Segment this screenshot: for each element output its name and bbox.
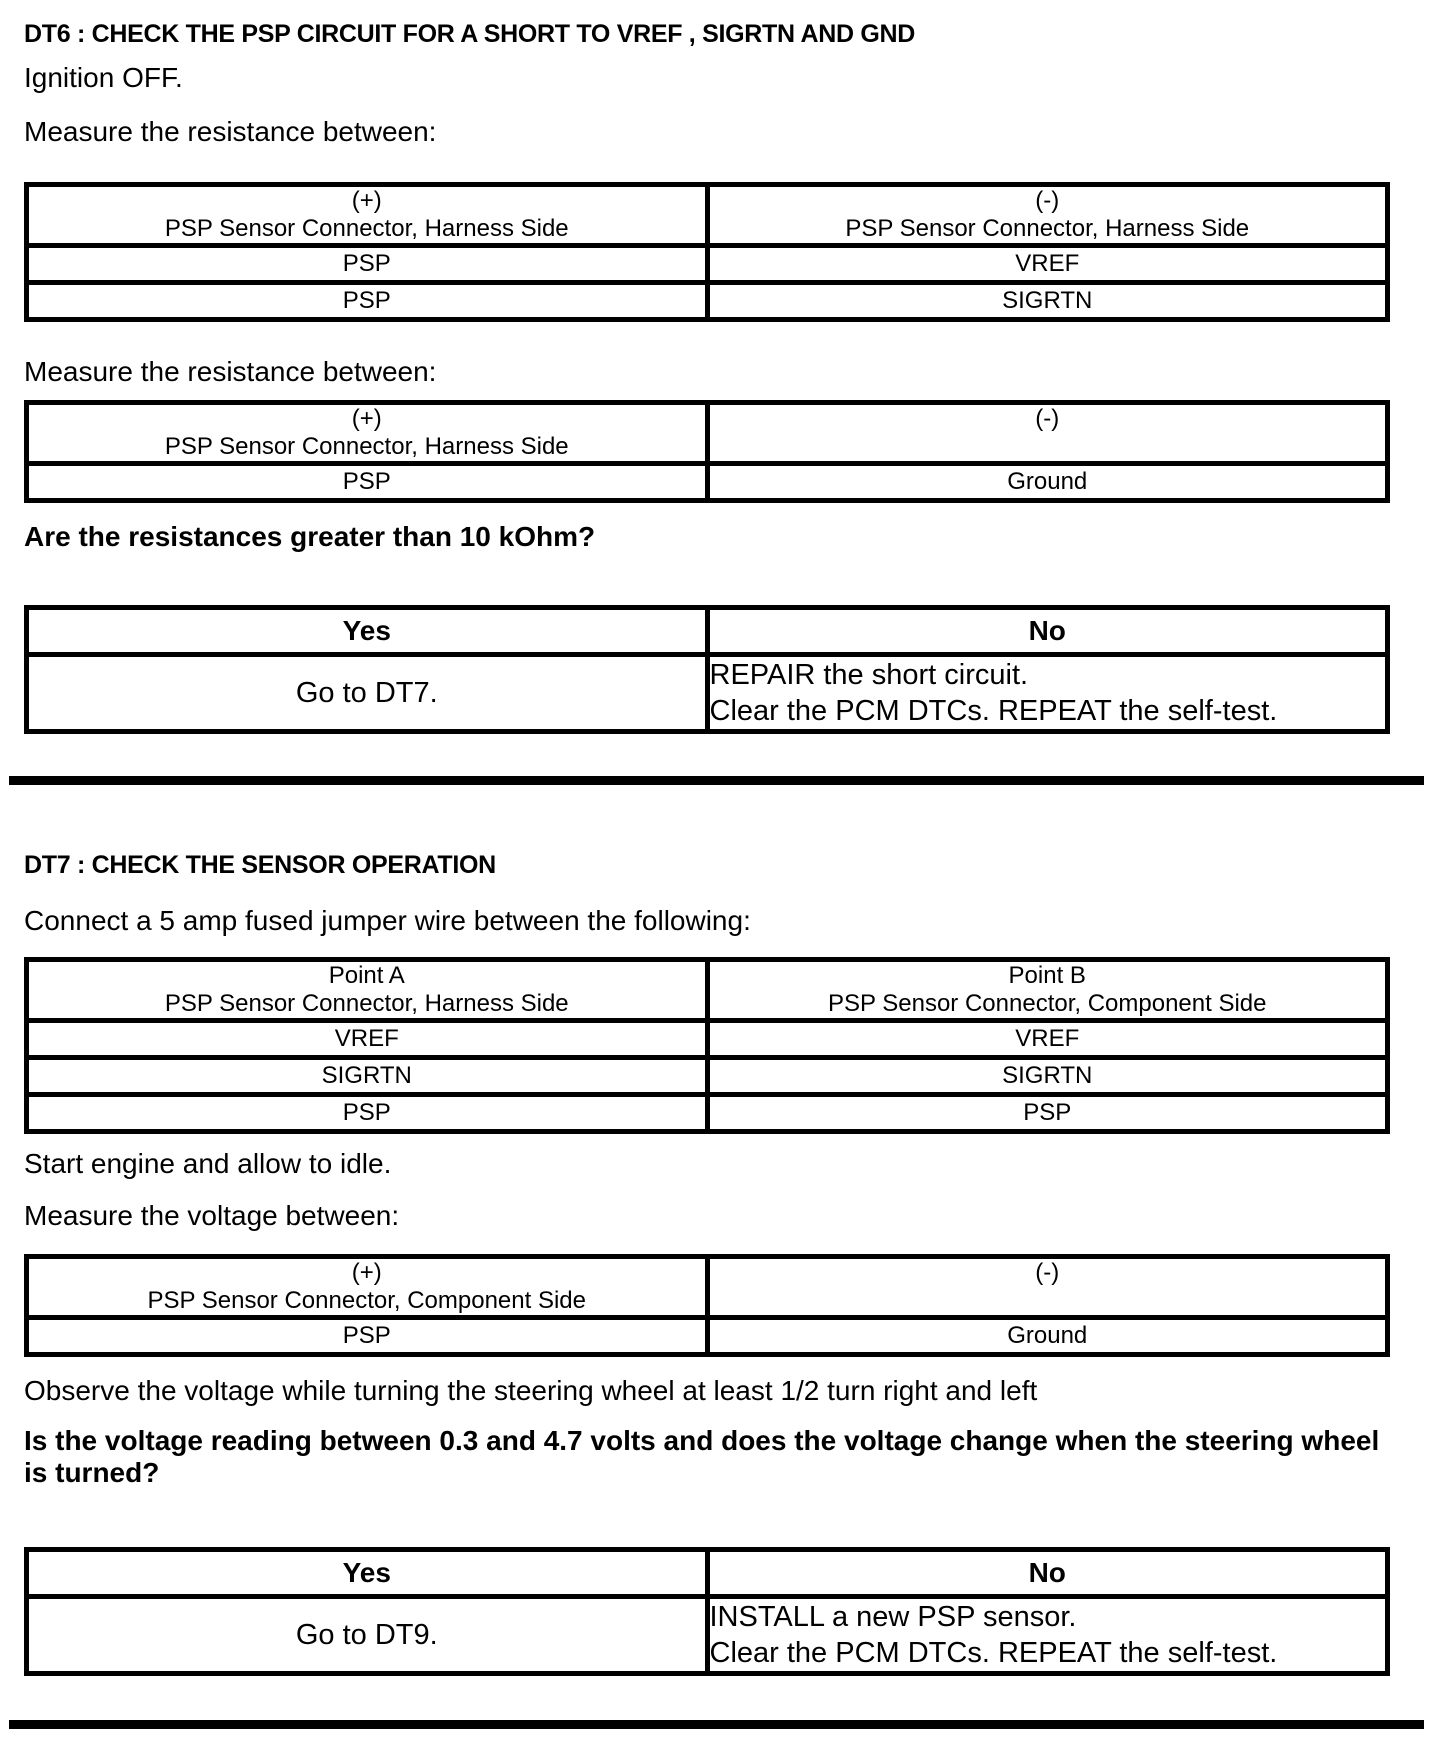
table-cell: SIGRTN <box>707 283 1388 320</box>
minus-sign-label: (-) <box>1035 1259 1060 1286</box>
dt7-observe-voltage-line: Observe the voltage while turning the steering wheel at least 1/2 turn right and left <box>24 1375 1038 1406</box>
table-cell: SIGRTN <box>27 1058 708 1095</box>
dt7-decision-table <box>24 1547 1390 1676</box>
plus-connector-label: PSP Sensor Connector, Harness Side <box>164 215 569 242</box>
no-column-header: No <box>707 608 1388 655</box>
table-cell: PSP <box>27 464 708 501</box>
dt7-question: Is the voltage reading between 0.3 and 4.7 volts and does the voltage change when the steering wheel is turned? <box>24 1425 1380 1488</box>
table-cell: PSP <box>27 1318 708 1355</box>
dt6-measure-resistance-line-1: Measure the resistance between: <box>24 116 437 147</box>
minus-column-header <box>707 185 1388 246</box>
section-divider <box>9 1720 1424 1729</box>
table-cell: PSP <box>27 246 708 283</box>
table-row <box>27 1021 1388 1058</box>
decision-action-row <box>27 1597 1388 1674</box>
no-action-line: INSTALL a new PSP sensor. <box>709 1601 1077 1633</box>
dt7-connect-jumper-line: Connect a 5 amp fused jumper wire between the following: <box>24 905 751 936</box>
table-row <box>27 464 1388 501</box>
dt6-resistance-table-2 <box>24 400 1390 503</box>
dt6-resistance-table-1 <box>24 182 1390 322</box>
minus-column-header <box>707 403 1388 464</box>
table-header-row <box>27 960 1388 1021</box>
yes-action-cell: Go to DT7. <box>27 655 708 732</box>
dt7-jumper-wire-table <box>24 957 1390 1134</box>
point-a-column-header <box>27 960 708 1021</box>
no-action-line: REPAIR the short circuit. <box>709 659 1029 691</box>
point-b-label: Point B <box>1008 962 1086 989</box>
decision-header-row <box>27 608 1388 655</box>
minus-sign-label: (-) <box>1035 405 1060 432</box>
dt6-decision-table <box>24 605 1390 734</box>
table-cell: Ground <box>707 1318 1388 1355</box>
yes-column-header: Yes <box>27 1550 708 1597</box>
table-row <box>27 283 1388 320</box>
section-dt7 <box>24 851 1390 1676</box>
table-cell: PSP <box>27 1095 708 1132</box>
table-row <box>27 1058 1388 1095</box>
dt7-voltage-table <box>24 1254 1390 1357</box>
point-b-column-header <box>707 960 1388 1021</box>
table-header-row <box>27 185 1388 246</box>
table-header-row <box>27 403 1388 464</box>
plus-sign-label: (+) <box>351 187 382 214</box>
point-a-connector-label: PSP Sensor Connector, Harness Side <box>164 990 569 1017</box>
yes-action-cell: Go to DT9. <box>27 1597 708 1674</box>
table-row <box>27 246 1388 283</box>
plus-column-header <box>27 403 708 464</box>
decision-action-row <box>27 655 1388 732</box>
table-cell: SIGRTN <box>707 1058 1388 1095</box>
minus-connector-label: PSP Sensor Connector, Harness Side <box>845 215 1250 242</box>
dt7-start-engine-line: Start engine and allow to idle. <box>24 1148 392 1179</box>
no-action-cell <box>707 655 1388 732</box>
table-cell: PSP <box>707 1095 1388 1132</box>
table-cell: Ground <box>707 464 1388 501</box>
table-cell: VREF <box>27 1021 708 1058</box>
no-column-header: No <box>707 1550 1388 1597</box>
yes-column-header: Yes <box>27 608 708 655</box>
point-b-connector-label: PSP Sensor Connector, Component Side <box>828 990 1267 1017</box>
no-action-line: Clear the PCM DTCs. REPEAT the self-test. <box>709 695 1278 727</box>
no-action-line: Clear the PCM DTCs. REPEAT the self-test. <box>709 1637 1278 1669</box>
point-a-label: Point A <box>328 962 405 989</box>
table-row <box>27 1318 1388 1355</box>
section-divider <box>9 776 1424 785</box>
decision-header-row <box>27 1550 1388 1597</box>
plus-column-header <box>27 1257 708 1318</box>
plus-sign-label: (+) <box>351 1259 382 1286</box>
minus-column-header <box>707 1257 1388 1318</box>
dt6-heading: DT6 : CHECK THE PSP CIRCUIT FOR A SHORT TO VREF , SIGRTN AND GND <box>24 20 916 48</box>
table-header-row <box>27 1257 1388 1318</box>
plus-column-header <box>27 185 708 246</box>
plus-connector-label: PSP Sensor Connector, Harness Side <box>164 433 569 460</box>
dt6-measure-resistance-line-2: Measure the resistance between: <box>24 356 437 387</box>
minus-sign-label: (-) <box>1035 187 1060 214</box>
dt6-ignition-line: Ignition OFF. <box>24 62 183 93</box>
dt7-heading: DT7 : CHECK THE SENSOR OPERATION <box>24 851 496 879</box>
table-cell: PSP <box>27 283 708 320</box>
table-cell: VREF <box>707 1021 1388 1058</box>
table-cell: VREF <box>707 246 1388 283</box>
no-action-cell <box>707 1597 1388 1674</box>
dt7-measure-voltage-line: Measure the voltage between: <box>24 1200 400 1231</box>
plus-connector-label: PSP Sensor Connector, Component Side <box>147 1287 586 1314</box>
section-dt6 <box>24 20 1390 734</box>
dt6-question: Are the resistances greater than 10 kOhm? <box>24 521 596 552</box>
plus-sign-label: (+) <box>351 405 382 432</box>
table-row <box>27 1095 1388 1132</box>
